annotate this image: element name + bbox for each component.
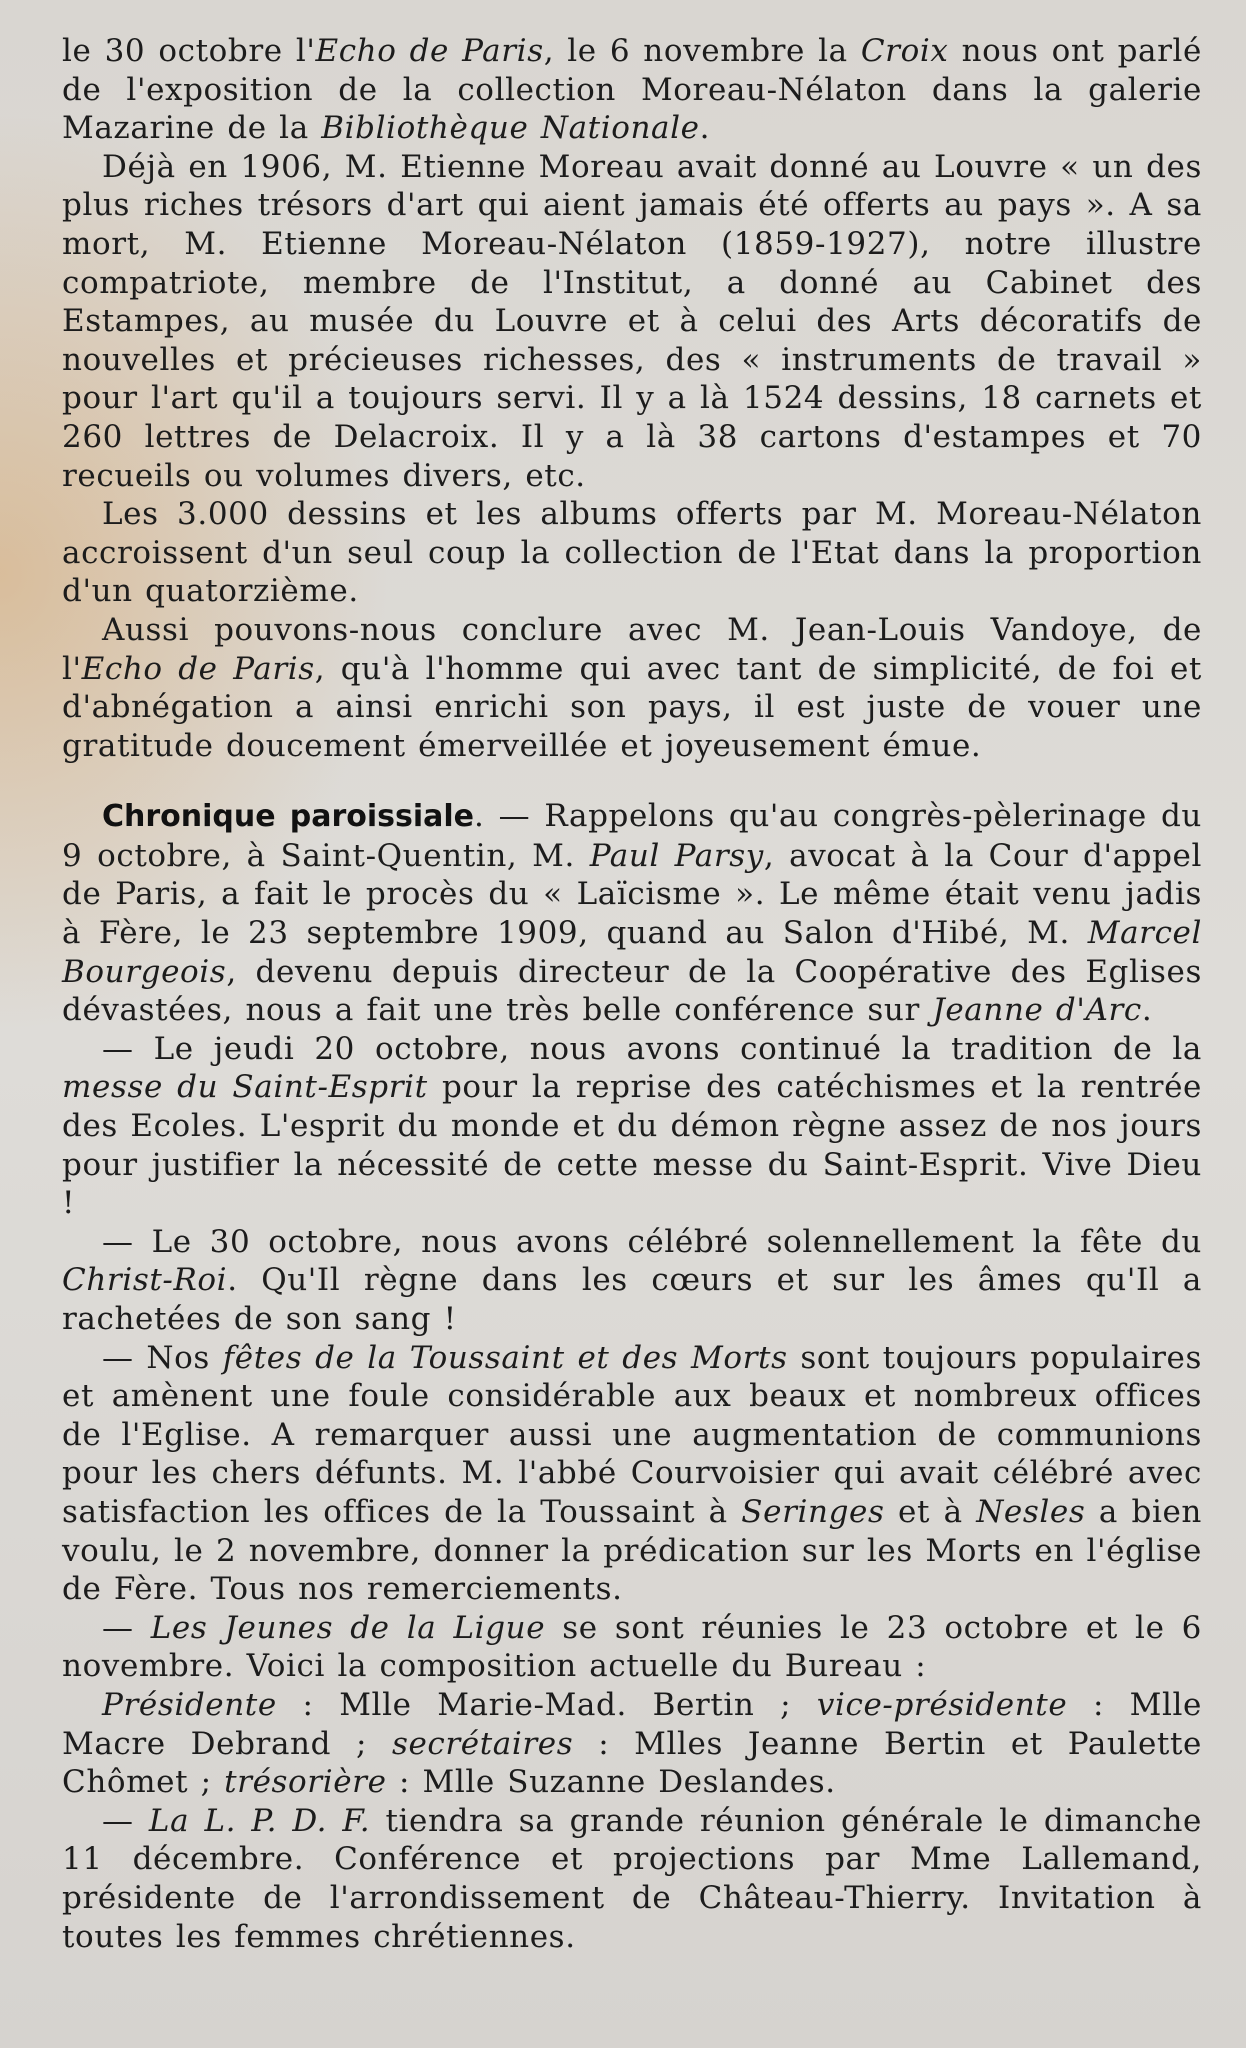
paragraph-conclusion: Aussi pouvons-nous conclure avec M. Jean-Louis Vandoye, de l'Echo de Paris, qu'à l'homme qui avec tant de simplicité, de foi et d'abnégation a ainsi enrichi son pays, il est juste de vouer une gratitude doucement émerveillée et joyeusement émue. (62, 611, 1202, 764)
paragraph-chronique: Chronique paroissiale. — Rappelons qu'au congrès-pèlerinage du 9 octobre, à Saint-Quentin, M. Paul Parsy, avocat à la Cour d'appel de Paris, a fait le procès du « Laïcisme ». Le même était venu jadis à Fère, le 23 septembre 1909, quand au Salon d'Hibé, M. Marcel Bourgeois, devenu depuis directeur de la Coopérative des Eglises dévastées, nous a fait une très belle conférence sur Jeanne d'Arc. (62, 798, 1203, 1029)
paragraph-jeunes-ligue: — Les Jeunes de la Ligue se sont réunies le 23 octobre et le 6 novembre. Voici la composition actuelle du Bureau : (62, 1609, 1202, 1685)
paragraph-exposition: le 30 octobre l'Echo de Paris, le 6 novembre la Croix nous ont parlé de l'exposition de la collection Moreau-Nélaton dans la galerie Mazarine de la Bibliothèque Nationale. (62, 33, 1203, 147)
section-heading: Chronique paroissiale (102, 799, 475, 835)
paragraph-bureau: Présidente : Mlle Marie-Mad. Bertin ; vice-présidente : Mlle Macre Debrand ; secrétaires : Mlles Jeanne Bertin et Paulette Chômet ; trésorière : Mlle Suzanne Deslandes. (62, 1686, 1202, 1801)
paragraph-saint-esprit: — Le jeudi 20 octobre, nous avons continué la tradition de la messe du Saint-Esprit pour la reprise des catéchismes et la rentrée des Ecoles. L'esprit du monde et du démon règne assez de nos jours pour justifier la nécessité de cette messe du Saint-Esprit. Vive Dieu ! (62, 1030, 1202, 1222)
section-gap (62, 765, 1202, 797)
paragraph-donation: Déjà en 1906, M. Etienne Moreau avait donné au Louvre « un des plus riches trésors d'art qui aient jamais été offerts au pays ». A sa mort, M. Etienne Moreau-Nélaton (1859-1927), notre illustre compatriote, membre de l'Institut, a donné au Cabinet des Estampes, au musée du Louvre et à celui des Arts décoratifs de nouvelles et précieuses richesses, des « instruments de travail » pour l'art qu'il a toujours servi. Il y a là 1524 dessins, 18 carnets et 260 lettres de Delacroix. Il y a là 38 cartons d'estampes et 70 recueils ou volumes divers, etc. (62, 148, 1202, 494)
page-text (62, 32, 1202, 1956)
paragraph-toussaint: — Nos fêtes de la Toussaint et des Morts sont toujours populaires et amènent une foule considérable aux beaux et nombreux offices de l'Eglise. A remarquer aussi une augmentation de communions pour les chers défunts. M. l'abbé Courvoisier qui avait célébré avec satisfaction les offices de la Toussaint à Seringes et à Nesles a bien voulu, le 2 novembre, donner la prédication sur les Morts en l'église de Fère. Tous nos remerciements. (62, 1339, 1202, 1608)
paragraph-lpdf: — La L. P. D. F. tiendra sa grande réunion générale le dimanche 11 décembre. Conférence et projections par Mme Lallemand, présidente de l'arrondissement de Château-Thierry. Invitation à toutes les femmes chrétiennes. (62, 1802, 1202, 1955)
paragraph-christ-roi: — Le 30 octobre, nous avons célébré solennellement la fête du Christ-Roi. Qu'Il règne dans les cœurs et sur les âmes qu'Il a rachetées de son sang ! (62, 1223, 1202, 1337)
paragraph-dessins: Les 3.000 dessins et les albums offerts par M. Moreau-Nélaton accroissent d'un seul coup la collection de l'Etat dans la proportion d'un quatorzième. (62, 496, 1202, 610)
